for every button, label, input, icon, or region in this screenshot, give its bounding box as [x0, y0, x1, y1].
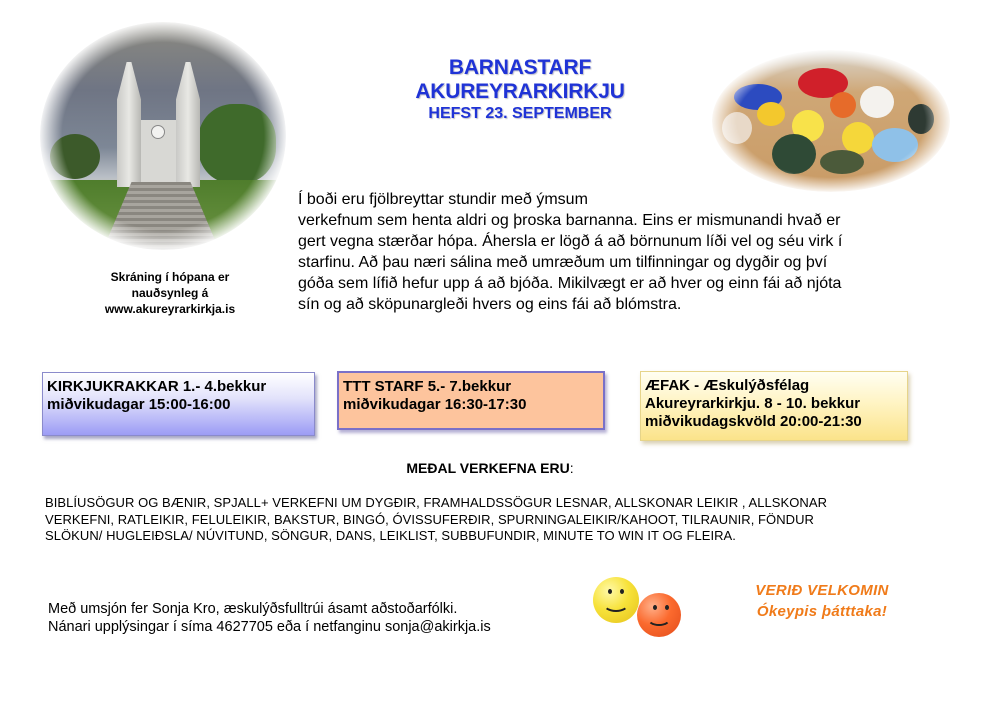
- signup-line-1: Skráning í hópana er: [110, 270, 230, 284]
- signup-note: [60, 269, 280, 317]
- activities-heading-colon: :: [569, 460, 574, 476]
- eye: [653, 605, 657, 610]
- activities-heading-text: MEÐAL VERKEFNA ERU: [406, 460, 570, 476]
- church-photo: [40, 22, 286, 250]
- puppet-dog: [722, 112, 752, 144]
- group-schedule: miðvikudagar 15:00-16:00: [47, 396, 231, 413]
- puppet-orange: [830, 92, 856, 118]
- smiley-yellow-icon: [593, 577, 639, 623]
- eye: [620, 589, 624, 594]
- start-date: HEFST 23. SEPTEMBER: [428, 105, 612, 122]
- welcome-message: [722, 580, 922, 622]
- page-title: [380, 56, 660, 123]
- group-schedule: miðvikudagskvöld 20:00-21:30: [645, 413, 862, 430]
- group-box-aefak: [640, 371, 908, 441]
- intro-line: gert vegna stærðar hópa. Áhersla er lögð á að börnunum líði vel og séu virk í: [298, 233, 843, 250]
- title-line-2: AKUREYRARKIRKJU: [415, 80, 625, 103]
- group-name: TTT STARF 5.- 7.bekkur: [343, 378, 512, 395]
- activities-line: BIBLÍUSÖGUR OG BÆNIR, SPJALL+ VERKEFNI UM DYGÐIR, FRAMHALDSSÖGUR LESNAR, ALLSKONAR LEIKIR , ALLSKONAR: [45, 495, 828, 510]
- puppet-blonde: [842, 122, 874, 154]
- smiley-red-icon: [637, 593, 681, 637]
- intro-paragraph: [298, 189, 948, 315]
- group-name-continued: Akureyrarkirkju. 8 - 10. bekkur: [645, 395, 861, 412]
- puppet-duck: [757, 102, 785, 126]
- activities-line: VERKEFNI, RATLEIKIR, FELULEIKIR, BAKSTUR, BINGÓ, ÓVISSUFERÐIR, SPURNINGALEIKIR/KAHOOT, TILRAUNIR, FÖNDUR: [45, 511, 814, 527]
- title-line-1: BARNASTARF: [448, 56, 592, 79]
- puppet-turtle: [820, 150, 864, 174]
- smile: [647, 611, 672, 627]
- church-clock: [151, 125, 165, 139]
- signup-website-link[interactable]: www.akureyrarkirkja.is: [104, 302, 236, 316]
- eye: [608, 589, 612, 594]
- group-name: KIRKJUKRAKKAR 1.- 4.bekkur: [47, 378, 267, 395]
- tree-left: [50, 134, 100, 179]
- box: [908, 104, 934, 134]
- group-name: ÆFAK - Æskulýðsfélag: [645, 377, 810, 394]
- activities-heading: [360, 460, 620, 476]
- intro-line: góða sem lífið hefur upp á að bjóða. Mikilvægt er að hver og einn fái að njóta: [298, 275, 842, 292]
- contact-line-2: Nánari upplýsingar í síma 4627705 eða í netfanginu sonja@akirkja.is: [48, 619, 491, 635]
- puppet-white: [860, 86, 894, 118]
- puppet-green-coat: [772, 134, 816, 174]
- group-box-kirkjukrakkar: [42, 372, 315, 436]
- activities-list: [45, 495, 925, 545]
- signup-line-2: nauðsynleg á: [131, 286, 209, 300]
- contact-line-1: Með umsjón fer Sonja Kro, æskulýðsfulltrúi ásamt aðstoðarfólki.: [48, 601, 458, 617]
- smile: [603, 595, 629, 612]
- intro-line: starfinu. Að þau næri sálina með umræðum um tilfinningar og dygðir og því: [298, 254, 828, 271]
- intro-line: verkefnum sem henta aldri og þroska barnanna. Eins er mismunandi hvað er: [298, 212, 841, 229]
- puppet-blue-dress: [872, 128, 918, 162]
- puppets-photo: [712, 50, 950, 192]
- eye: [665, 605, 669, 610]
- welcome-line-2: Ókeypis þátttaka!: [756, 603, 888, 620]
- group-schedule: miðvikudagar 16:30-17:30: [343, 396, 527, 413]
- activities-line: SLÖKUN/ HUGLEIÐSLA/ NÚVITUND, SÖNGUR, DANS, LEIKLIST, SUBBUFUNDIR, MINUTE TO WIN IT OG FLEIRA.: [45, 528, 736, 543]
- intro-line: sín og að sköpunargleði hvers og eins fái að blómstra.: [298, 296, 682, 313]
- group-box-ttt: [337, 371, 605, 430]
- contact-info: [48, 600, 588, 636]
- intro-line: Í boði eru fjölbreyttar stundir með ýmsum: [298, 191, 588, 208]
- welcome-line-1: VERIÐ VELKOMIN: [755, 582, 889, 599]
- tree-right: [198, 104, 276, 184]
